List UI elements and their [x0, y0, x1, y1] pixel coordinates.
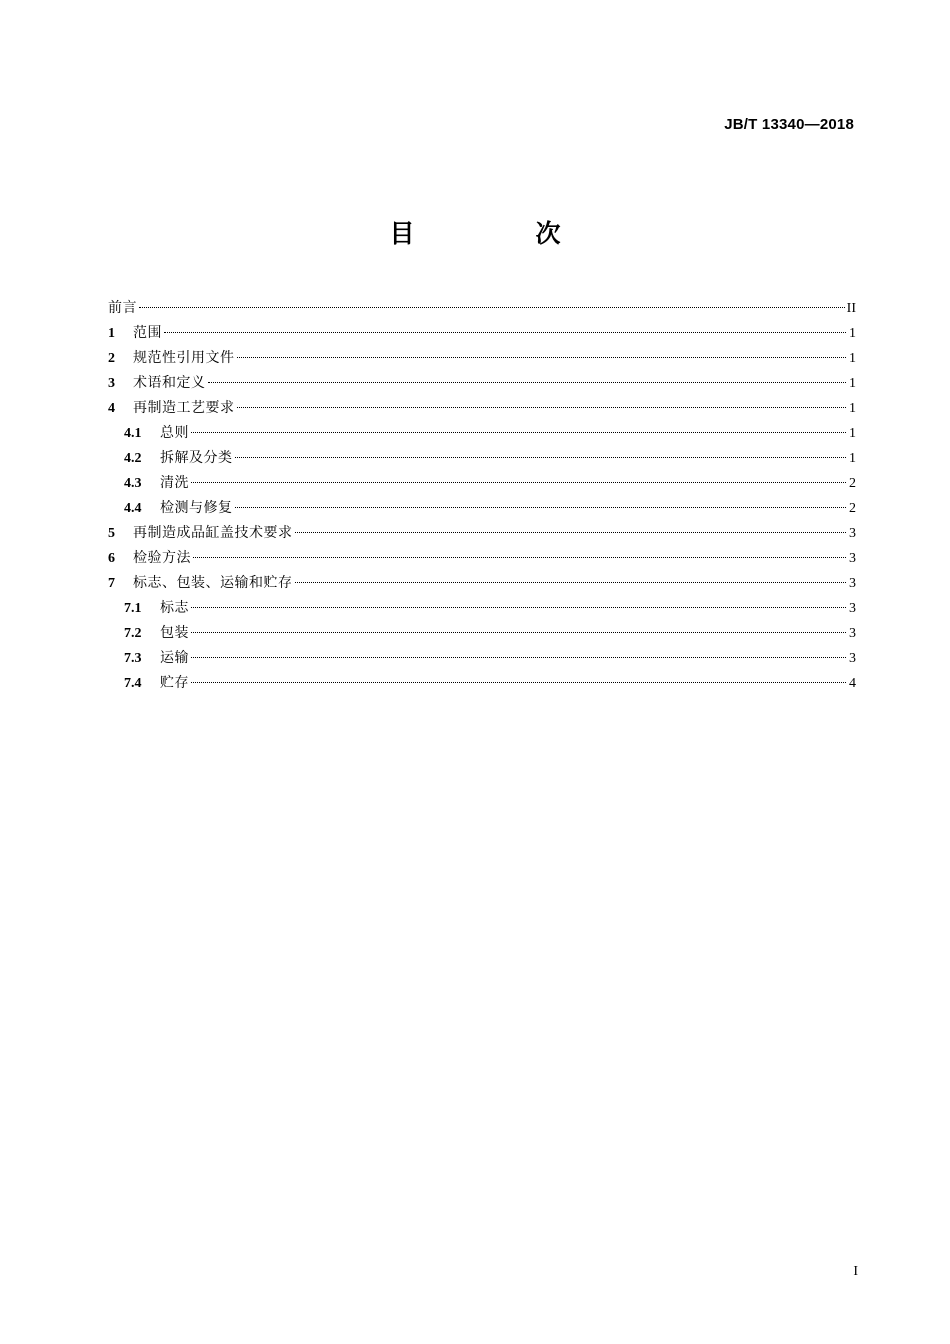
dot-leader: [191, 682, 846, 683]
toc-entry-label: 拆解及分类: [160, 450, 233, 466]
toc-entry[interactable]: [108, 596, 856, 621]
toc-entry-label: 再制造成品缸盖技术要求: [133, 525, 293, 541]
toc-entry-label: 运输: [160, 650, 189, 666]
toc-entry[interactable]: [108, 346, 856, 371]
toc-entry-page: 3: [849, 576, 856, 591]
dot-leader: [295, 532, 847, 533]
toc-entry[interactable]: [108, 471, 856, 496]
toc-entry-number: 2: [108, 351, 115, 366]
toc-entry-number: 3: [108, 376, 115, 391]
toc-entry-label: 贮存: [160, 675, 189, 691]
toc-entry-label: 规范性引用文件: [133, 350, 235, 366]
toc-entry-page: 1: [849, 401, 856, 416]
toc-entry-page: 1: [849, 376, 856, 391]
dot-leader: [191, 432, 846, 433]
toc-entry-label: 检验方法: [133, 550, 191, 566]
toc-entry[interactable]: [108, 296, 856, 321]
toc-entry-label: 检测与修复: [160, 500, 233, 516]
toc-entry-page: 1: [849, 351, 856, 366]
toc-entry-page: 1: [849, 326, 856, 341]
dot-leader: [139, 307, 845, 308]
dot-leader: [295, 582, 847, 583]
toc-entry-number: 4.3: [124, 476, 142, 491]
table-of-contents: [108, 296, 856, 696]
toc-entry-number: 5: [108, 526, 115, 541]
toc-entry-page: 1: [849, 426, 856, 441]
toc-entry-label: 前言: [108, 300, 137, 316]
toc-entry-page: 1: [849, 451, 856, 466]
toc-entry-number: 6: [108, 551, 115, 566]
toc-entry[interactable]: [108, 571, 856, 596]
toc-entry-label: 标志: [160, 600, 189, 616]
toc-entry[interactable]: [108, 421, 856, 446]
page-title: 目 次: [389, 219, 609, 248]
toc-entry-number: 7: [108, 576, 115, 591]
toc-entry-label: 包装: [160, 625, 189, 641]
toc-entry-number: 4.2: [124, 451, 142, 466]
toc-entry[interactable]: [108, 371, 856, 396]
toc-entry-page: 3: [849, 626, 856, 641]
dot-leader: [191, 657, 846, 658]
toc-entry[interactable]: [108, 521, 856, 546]
toc-entry-number: 7.2: [124, 626, 142, 641]
toc-entry-page: 2: [849, 476, 856, 491]
toc-entry-number: 4: [108, 401, 115, 416]
toc-entry-label: 术语和定义: [133, 375, 206, 391]
dot-leader: [191, 632, 846, 633]
toc-entry-page: 3: [849, 651, 856, 666]
dot-leader: [191, 607, 846, 608]
dot-leader: [164, 332, 846, 333]
toc-entry[interactable]: [108, 446, 856, 471]
toc-entry[interactable]: [108, 646, 856, 671]
toc-entry[interactable]: [108, 396, 856, 421]
toc-entry-page: 2: [849, 501, 856, 516]
toc-entry[interactable]: [108, 321, 856, 346]
toc-entry-label: 清洗: [160, 475, 189, 491]
dot-leader: [237, 407, 847, 408]
toc-entry-number: 4.4: [124, 501, 142, 516]
page-number: I: [853, 1264, 858, 1279]
toc-entry-number: 7.3: [124, 651, 142, 666]
toc-entry-number: 1: [108, 326, 115, 341]
toc-entry-label: 范围: [133, 325, 162, 341]
dot-leader: [235, 457, 847, 458]
dot-leader: [193, 557, 846, 558]
toc-entry[interactable]: [108, 496, 856, 521]
standard-code: JB/T 13340—2018: [724, 116, 854, 133]
dot-leader: [235, 507, 847, 508]
toc-entry-number: 4.1: [124, 426, 142, 441]
toc-entry-page: 3: [849, 601, 856, 616]
toc-entry-label: 总则: [160, 425, 189, 441]
toc-entry-page: 3: [849, 526, 856, 541]
dot-leader: [208, 382, 847, 383]
dot-leader: [191, 482, 846, 483]
toc-entry-page: 3: [849, 551, 856, 566]
toc-entry-number: 7.4: [124, 676, 142, 691]
toc-entry-page: 4: [849, 676, 856, 691]
toc-entry-label: 再制造工艺要求: [133, 400, 235, 416]
toc-entry-page: II: [846, 301, 856, 316]
toc-entry[interactable]: [108, 671, 856, 696]
toc-entry-number: 7.1: [124, 601, 142, 616]
dot-leader: [237, 357, 847, 358]
toc-entry[interactable]: [108, 546, 856, 571]
toc-entry[interactable]: [108, 621, 856, 646]
toc-entry-label: 标志、包装、运输和贮存: [133, 575, 293, 591]
